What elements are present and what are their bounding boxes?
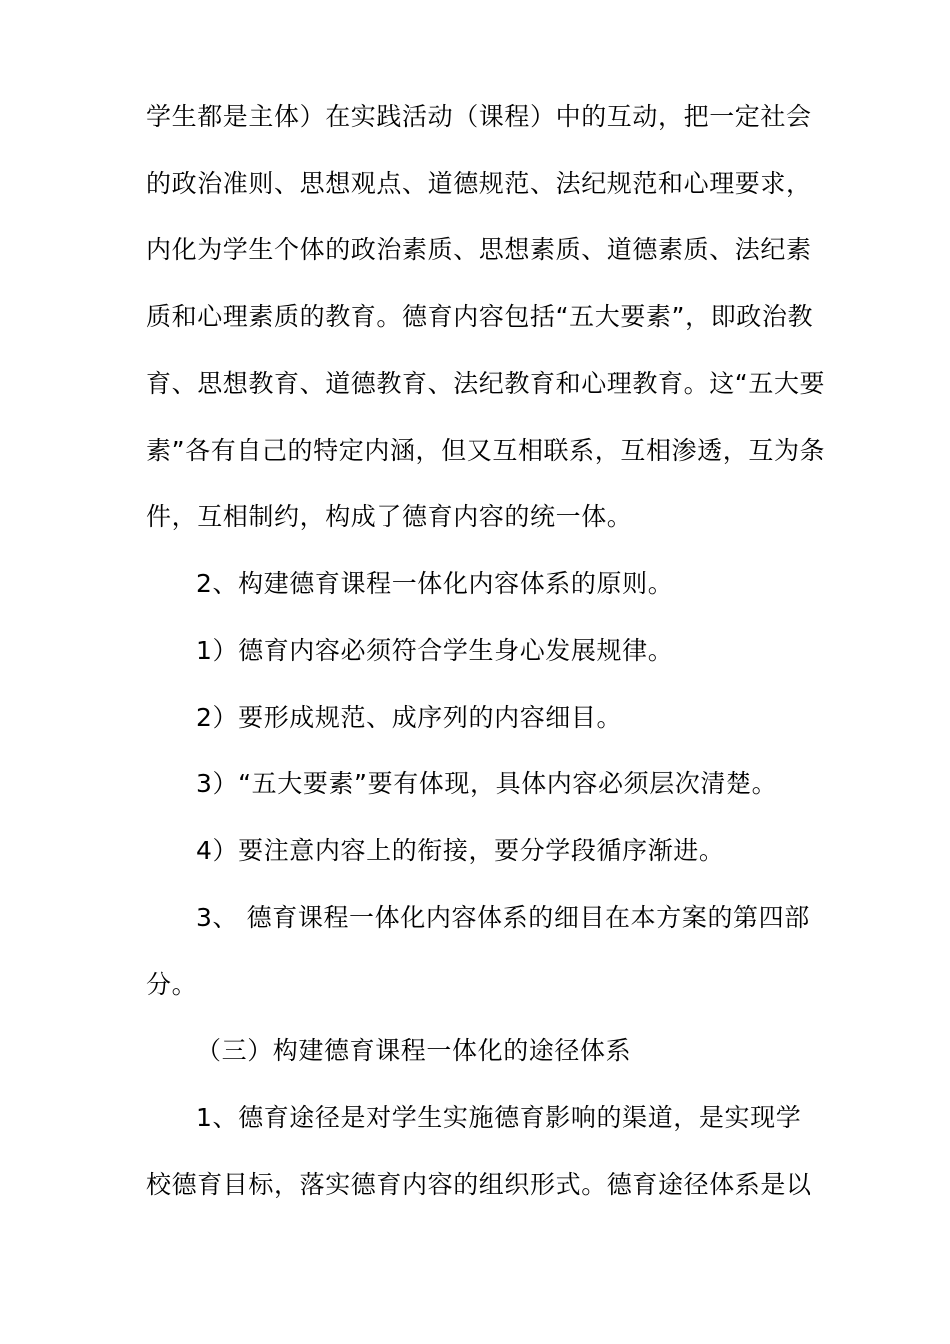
text-line: 校德育目标，落实德育内容的组织形式。德育途径体系是以	[146, 1170, 812, 1199]
list-item: 1）德育内容必须符合学生身心发展规律。	[196, 636, 674, 665]
text-line: 内化为学生个体的政治素质、思想素质、道德素质、法纪素	[146, 235, 812, 264]
text-line: 育、思想教育、道德教育、法纪教育和心理教育。这“五大要	[146, 369, 826, 398]
section-heading: 2、构建德育课程一体化内容体系的原则。	[196, 569, 674, 598]
text-line: 分。	[146, 970, 198, 999]
text-line: 件，互相制约，构成了德育内容的统一体。	[146, 502, 633, 531]
text-line: 3、 德育课程一体化内容体系的细目在本方案的第四部	[196, 903, 810, 932]
section-heading: （三）构建德育课程一体化的途径体系	[196, 1036, 632, 1065]
text-line: 素”各有自己的特定内涵，但又互相联系，互相渗透，互为条	[146, 436, 826, 465]
text-line: 的政治准则、思想观点、道德规范、法纪规范和心理要求，	[146, 169, 812, 198]
list-item: 3）“五大要素”要有体现，具体内容必须层次清楚。	[196, 769, 778, 798]
list-item: 2）要形成规范、成序列的内容细目。	[196, 703, 623, 732]
text-line: 质和心理素质的教育。德育内容包括“五大要素”，即政治教	[146, 302, 814, 331]
list-item: 4）要注意内容上的衔接，要分学段循序渐进。	[196, 836, 725, 865]
text-line: 1、德育途径是对学生实施德育影响的渠道，是实现学	[196, 1103, 802, 1132]
text-line: 学生都是主体）在实践活动（课程）中的互动，把一定社会	[146, 102, 812, 131]
